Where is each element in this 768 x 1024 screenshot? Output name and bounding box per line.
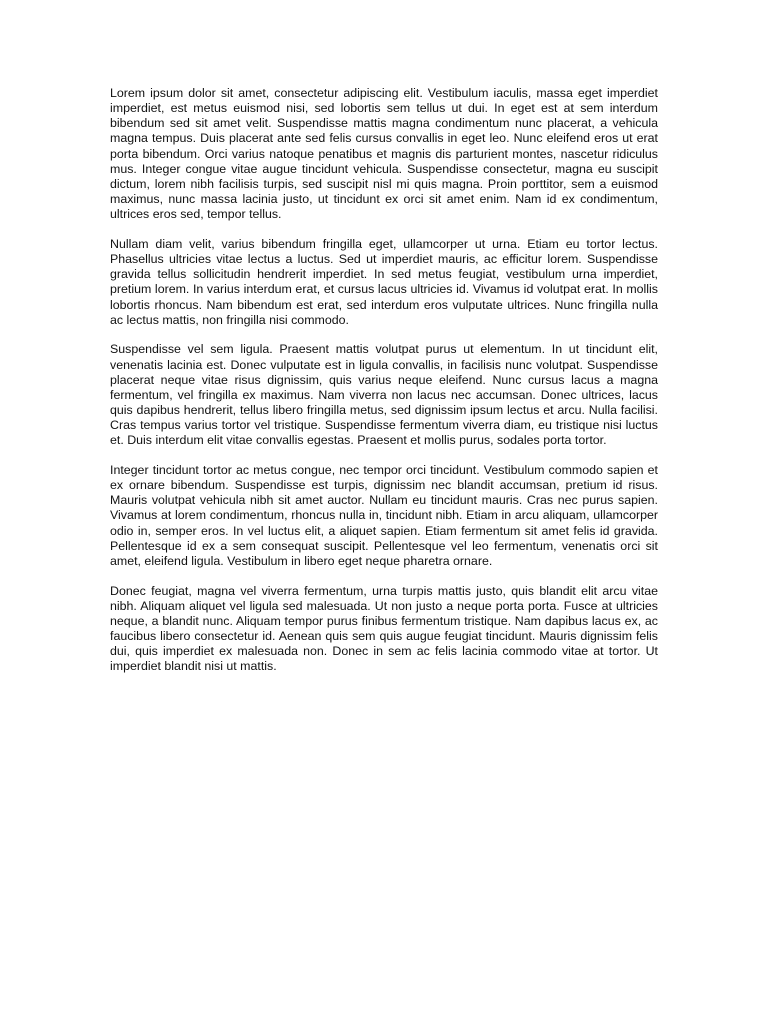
paragraph-4: Integer tincidunt tortor ac metus congue, nec tempor orci tincidunt. Vestibulum commodo sapien et ex ornare bibendum. Suspendisse est turpis, dignissim nec blandit accumsan, pretium id risus. Mauris volutpat vehicula nibh sit amet auctor. Nullam eu tincidunt mauris. Cras nec purus sapien. Vivamus at lorem condimentum, rhoncus nulla in, tincidunt nibh. Etiam in arcu aliquam, ullamcorper odio in, semper eros. In vel luctus elit, a aliquet sapien. Etiam fermentum sit amet felis id gravida. Pellentesque id ex a sem consequat suscipit. Pellentesque vel leo fermentum, venenatis orci sit amet, eleifend ligula. Vestibulum in libero eget neque pharetra ornare. — [110, 462, 658, 568]
paragraph-5: Donec feugiat, magna vel viverra fermentum, urna turpis mattis justo, quis blandit elit arcu vitae nibh. Aliquam aliquet vel ligula sed malesuada. Ut non justo a neque porta porta. Fusce at ultricies neque, a blandit nunc. Aliquam tempor purus finibus fermentum tristique. Nam dapibus lacus ex, ac faucibus libero consectetur id. Aenean quis sem quis augue feugiat tincidunt. Mauris dignissim felis dui, quis imperdiet ex malesuada non. Donec in sem ac felis lacinia commodo vitae at tortor. Ut imperdiet blandit nisi ut mattis. — [110, 583, 658, 674]
paragraph-3: Suspendisse vel sem ligula. Praesent mattis volutpat purus ut elementum. In ut tincidunt elit, venenatis lacinia est. Donec vulputate est in ligula convallis, in facilisis nunc volutpat. Suspendisse placerat neque vitae risus dignissim, quis varius neque eleifend. Nunc cursus lacus a magna fermentum, vel fringilla ex maximus. Nam viverra non lacus nec accumsan. Donec ultrices, lacus quis dapibus hendrerit, tellus libero fringilla metus, sed dignissim ipsum lectus et arcu. Nulla facilisi. Cras tempus varius tortor vel tristique. Suspendisse fermentum viverra diam, eu tristique nisi luctus et. Duis interdum elit vitae convallis egestas. Praesent et mollis purus, sodales porta tortor. — [110, 342, 658, 448]
document-body — [110, 86, 658, 689]
paragraph-2: Nullam diam velit, varius bibendum fringilla eget, ullamcorper ut urna. Etiam eu tortor lectus. Phasellus ultricies vitae lectus a luctus. Sed ut imperdiet mauris, ac efficitur lorem. Suspendisse gravida tellus sollicitudin hendrerit imperdiet. In sed metus feugiat, vestibulum urna imperdiet, pretium lorem. In varius interdum erat, et cursus lacus ultricies id. Vivamus id volutpat erat. In mollis lobortis rhoncus. Nam bibendum est erat, sed interdum eros vulputate ultrices. Nunc fringilla nulla ac lectus mattis, non fringilla nisi commodo. — [110, 236, 658, 327]
paragraph-1: Lorem ipsum dolor sit amet, consectetur adipiscing elit. Vestibulum iaculis, massa eget imperdiet imperdiet, est metus euismod nisi, sed lobortis sem tellus ut dui. In eget est at sem interdum bibendum sed sit amet velit. Suspendisse mattis magna condimentum nunc placerat, a vehicula magna tempus. Duis placerat ante sed felis cursus convallis in eget leo. Nunc eleifend eros ut erat porta bibendum. Orci varius natoque penatibus et magnis dis parturient montes, nascetur ridiculus mus. Integer congue vitae augue tincidunt vehicula. Suspendisse consectetur, magna eu suscipit dictum, lorem nibh facilisis turpis, sed suscipit nisl mi quis magna. Proin porttitor, sem a euismod maximus, nunc massa lacinia justo, ut tincidunt ex orci sit amet enim. Nam id ex condimentum, ultrices eros sed, tempor tellus. — [110, 86, 658, 222]
